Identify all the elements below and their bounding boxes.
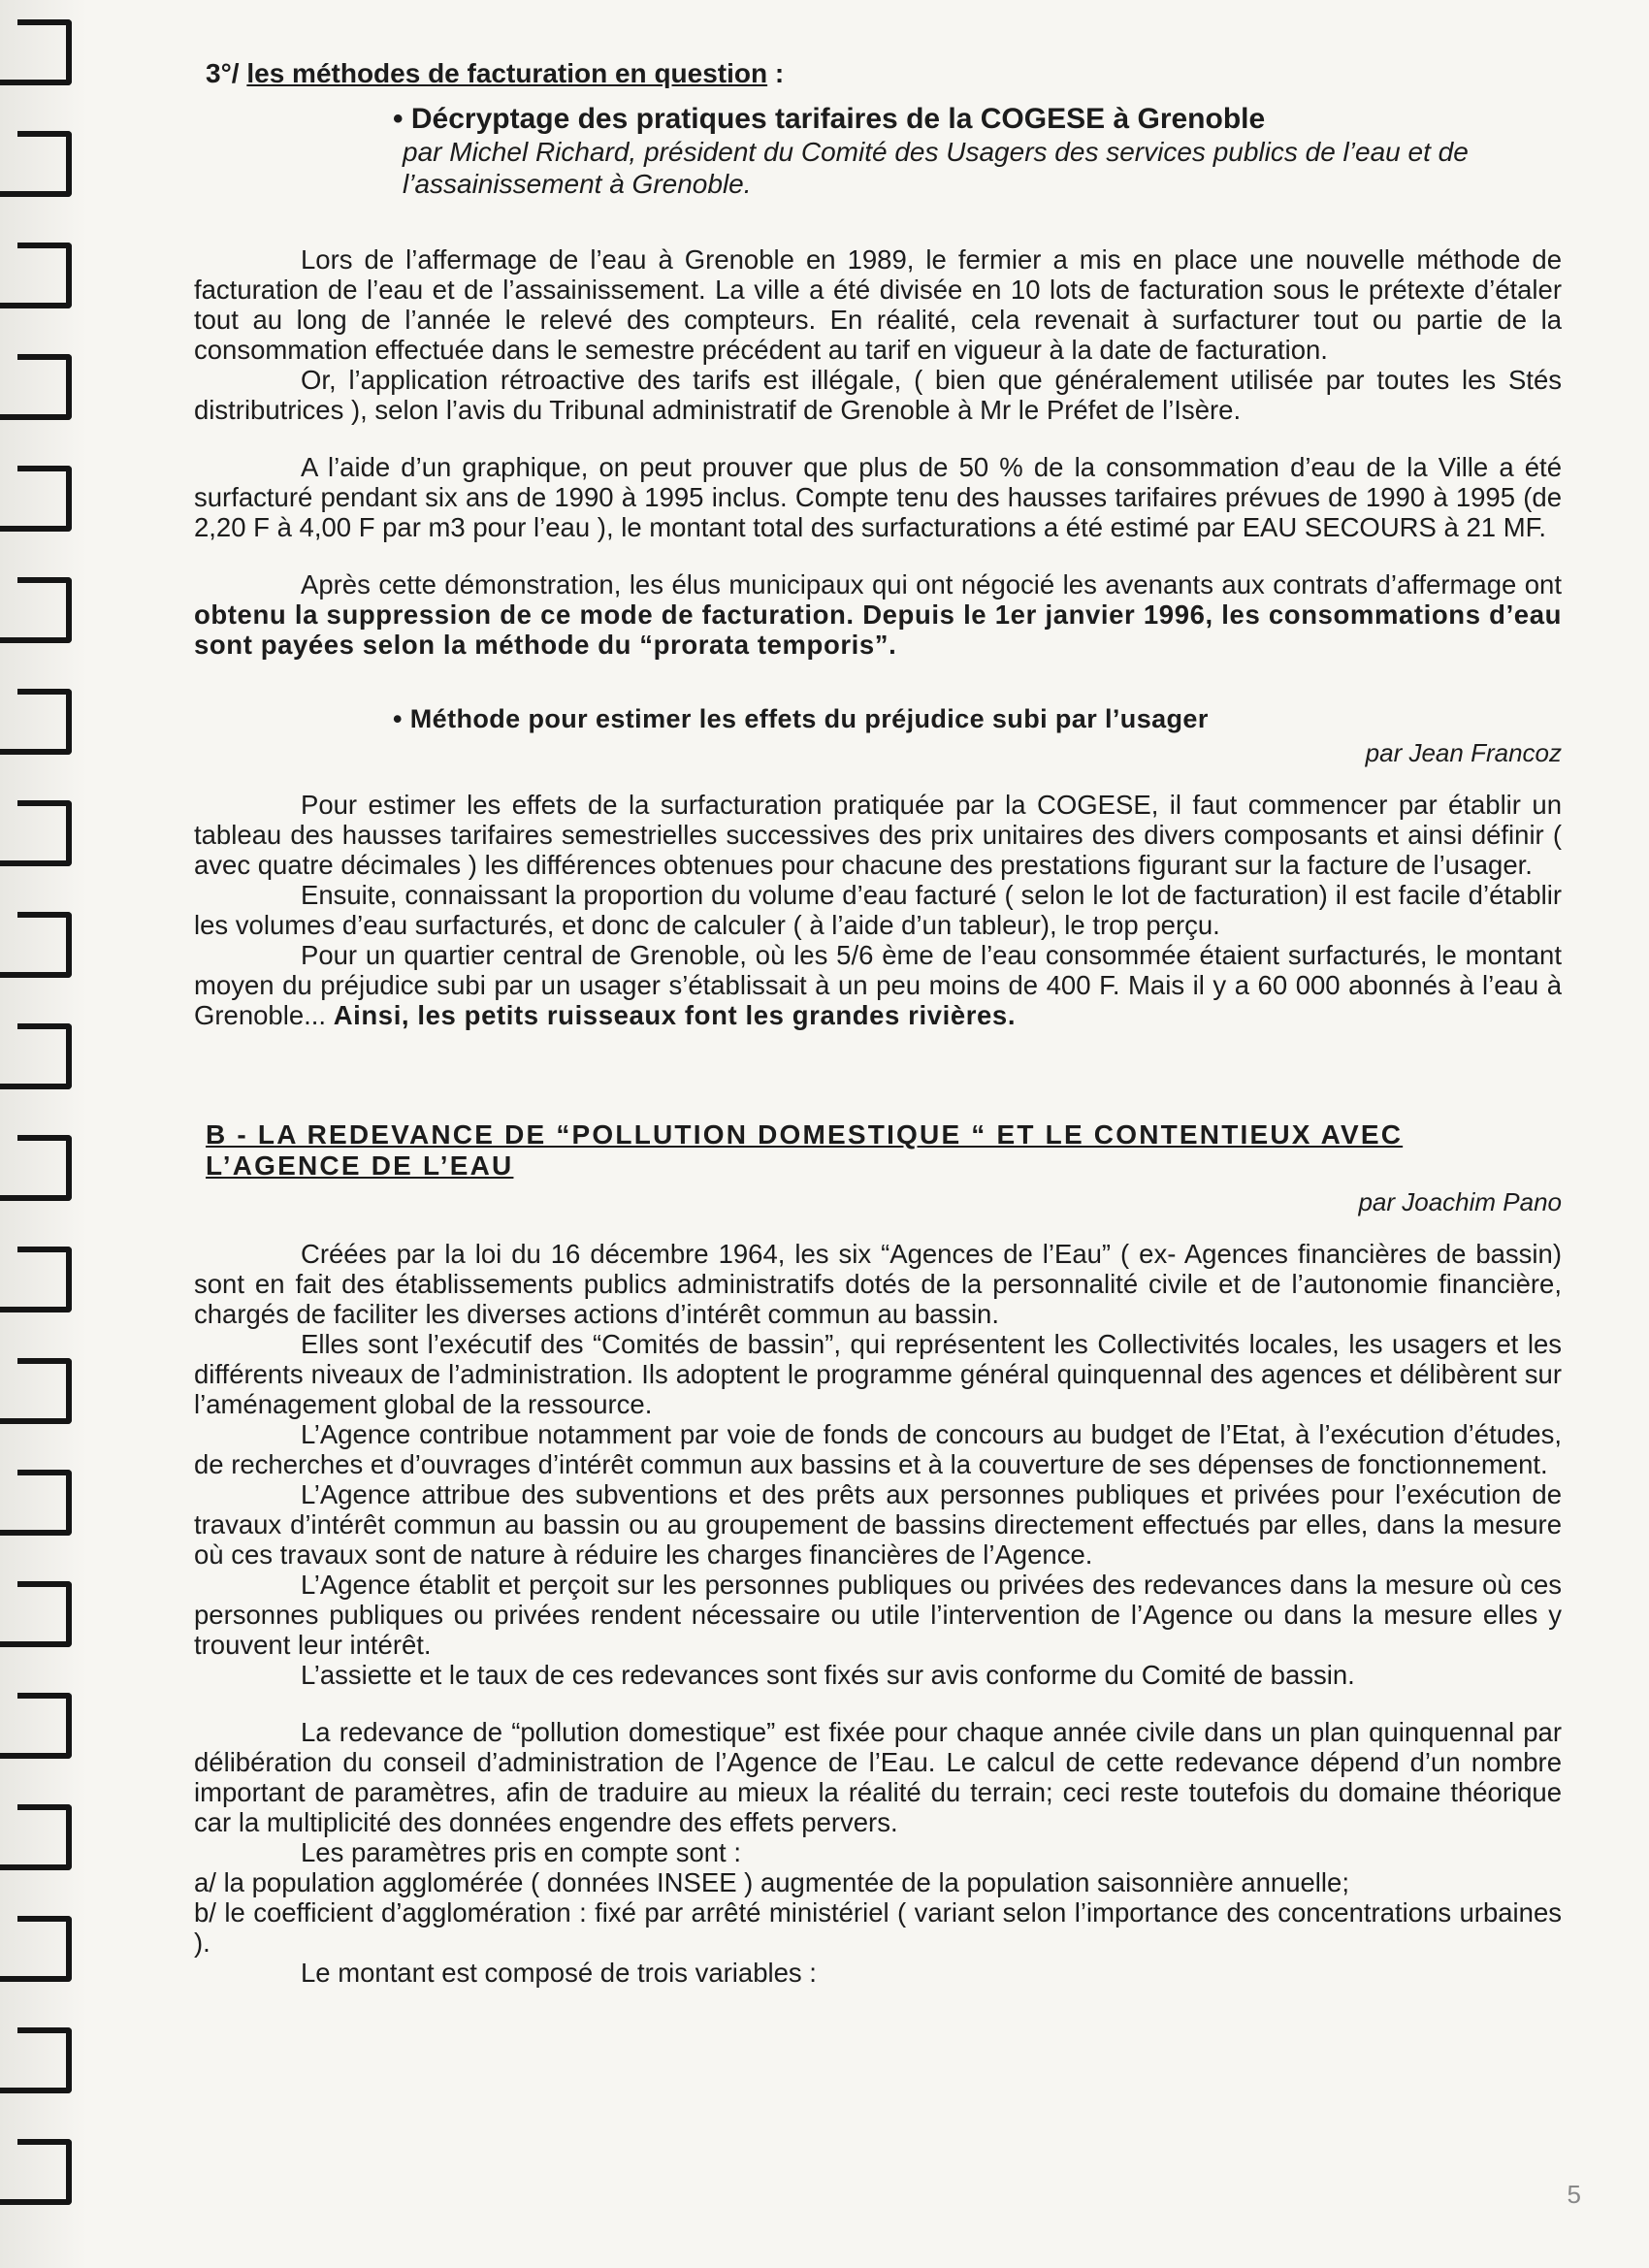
spiral-binding [0,0,87,2268]
section-heading [206,58,1562,89]
paragraph: A l’aide d’un graphique, on peut prouver que plus de 50 % de la consommation d’eau de la Ville a été surfacturé pendant six ans de 1990 à 1995 inclus. Compte tenu des hausses tarifaires prévues de 1990 à 1995 (de 2,20 F à 4,00 F par m3 pour l’eau ), le montant total des surfacturations a été estimé par EAU SECOURS à 21 MF. [194,452,1562,542]
page-number: 5 [1567,2180,1581,2209]
article-byline: par Jean Francoz [1365,738,1562,767]
binding-ring [17,689,72,755]
binding-ring [17,1804,72,1870]
paragraph: La redevance de “pollution domestique” est fixée pour chaque année civile dans un plan quinquennal par délibération du conseil d’administration de l’Agence de l’Eau. Le calcul de cette redevance dépend d’un nombre important de paramètres, afin de traduire au mieux la réalité du terrain; ceci reste toutefois du domaine théorique car la multiplicité des données engendre des effets pervers. [194,1717,1562,1837]
binding-ring [17,354,72,420]
bold-text: obtenu la suppression de ce mode de facturation. Depuis le 1er janvier 1996, les consommations d’eau sont payées selon la méthode du “prorata temporis”. [194,599,1562,660]
list-item: a/ la population agglomérée ( données INSEE ) augmentée de la population saisonnière annuelle; [194,1867,1349,1897]
list-item: b/ le coefficient d’agglomération : fixé par arrêté ministériel ( variant selon l’importance des concentrations urbaines ). [194,1897,1562,1958]
document-page [194,58,1562,1988]
article-title-text: Décryptage des pratiques tarifaires de la COGESE à Grenoble [410,103,1266,135]
binding-ring [17,2139,72,2205]
binding-ring [17,912,72,978]
paragraph: L’Agence attribue des subventions et des prêts aux personnes publiques et privées pour l’exécution de travaux d’intérêt commun au bassin ou au groupement de bassins directement effectués par elles, dans la mesure où ces travaux sont de nature à réduire les charges financières de l’Agence. [194,1479,1562,1570]
section-title: les méthodes de facturation en question [246,58,768,88]
paragraph: Pour estimer les effets de la surfacturation pratiquée par la COGESE, il faut commencer par établir un tableau des hausses tarifaires semestrielles successives des prix unitaires des divers composants et ainsi définir ( avec quatre décimales ) les différences obtenues pour chacune des prestations figurant sur la facture de l’usager. [194,790,1562,880]
section-colon: : [774,58,785,88]
binding-ring [17,1247,72,1312]
article-title [393,704,1562,734]
binding-ring [17,131,72,197]
binding-ring [17,243,72,308]
bullet: • [393,704,403,733]
paragraph [194,940,1562,1030]
paragraph [194,569,1562,660]
binding-ring [17,1023,72,1089]
paragraph: Elles sont l’exécutif des “Comités de bassin”, qui représentent les Collectivités locales, les usagers et les différents niveaux de l’administration. Ils adoptent le programme général quinquennal des agences et délibèrent sur l’aménagement global de la ressource. [194,1329,1562,1419]
paragraph: Ensuite, connaissant la proportion du volume d’eau facturé ( selon le lot de facturation) il est facile d’établir les volumes d’eau surfacturés, et donc de calculer ( à l’aide d’un tableur), le trop perçu. [194,880,1562,940]
section-b-heading: B - LA REDEVANCE DE “POLLUTION DOMESTIQUE “ ET LE CONTENTIEUX AVEC L’AGENCE DE L’EAU [206,1119,1404,1181]
binding-ring [17,1470,72,1536]
paragraph: Lors de l’affermage de l’eau à Grenoble en 1989, le fermier a mis en place une nouvelle méthode de facturation de l’eau et de l’assainissement. La ville a été divisée en 10 lots de facturation sous le prétexte d’étaler tout au long de l’année le relevé des compteurs. En réalité, cela revenait à surfacturer tout ou partie de la consommation effectuée dans le semestre précédent au tarif en vigueur à la date de facturation. [194,244,1562,365]
article-byline: par Michel Richard, président du Comité des Usagers des services publics de l’eau et de l’assainissement à Grenoble. [403,137,1469,199]
paragraph: Créées par la loi du 16 décembre 1964, les six “Agences de l’Eau” ( ex- Agences financières de bassin) sont en fait des établissements publics administratifs dotés de la personnalité civile et de l’autonomie financière, chargés de faciliter les diverses actions d’intérêt commun au bassin. [194,1239,1562,1329]
paragraph: Or, l’application rétroactive des tarifs est illégale, ( bien que généralement utilisée par toutes les Stés distributrices ), selon l’avis du Tribunal administratif de Grenoble à Mr le Préfet de l’Isère. [194,365,1562,425]
paragraph-text: Après cette démonstration, les élus municipaux qui ont négocié les avenants aux contrats d’affermage ont [301,569,1562,599]
binding-ring [17,1581,72,1647]
binding-ring [17,1916,72,1982]
paragraph-text: Pour un quartier central de Grenoble, où les 5/6 ème de l’eau consommée étaient surfacturés, le montant moyen du préjudice subi par un usager s’établissait à un peu moins de 400 F. Mais il y a 60 000 abonnés à l’eau à Grenoble... [194,940,1562,1030]
bold-text: Ainsi, les petits ruisseaux font les grandes rivières. [333,1000,1017,1030]
binding-ring [17,2027,72,2093]
binding-ring [17,800,72,866]
section-b-byline: par Joachim Pano [1358,1187,1562,1216]
paragraph: L’Agence contribue notamment par voie de fonds de concours au budget de l’Etat, à l’exécution d’études, de recherches et d’ouvrages d’intérêt commun aux bassins et à la couverture de ses dépenses de fonctionnement. [194,1419,1562,1479]
binding-ring [17,577,72,643]
binding-ring [17,1693,72,1759]
binding-ring [17,466,72,532]
article-title-text: Méthode pour estimer les effets du préjudice subi par l’usager [409,704,1209,733]
paragraph: Le montant est composé de trois variables : [301,1958,817,1988]
paragraph: L’assiette et le taux de ces redevances sont fixés sur avis conforme du Comité de bassin. [301,1660,1355,1690]
binding-ring [17,1135,72,1201]
binding-ring [17,1358,72,1424]
binding-ring [17,19,72,85]
section-number: 3°/ [206,58,240,88]
paragraph: Les paramètres pris en compte sont : [301,1837,741,1867]
paragraph: L’Agence établit et perçoit sur les personnes publiques ou privées des redevances dans la mesure où ces personnes publiques ou privées rendent nécessaire ou utile l’intervention de l’Agence ou dans la mesure elles y trouvent leur intérêt. [194,1570,1562,1660]
article-title [393,103,1562,136]
bullet: • [393,103,404,135]
